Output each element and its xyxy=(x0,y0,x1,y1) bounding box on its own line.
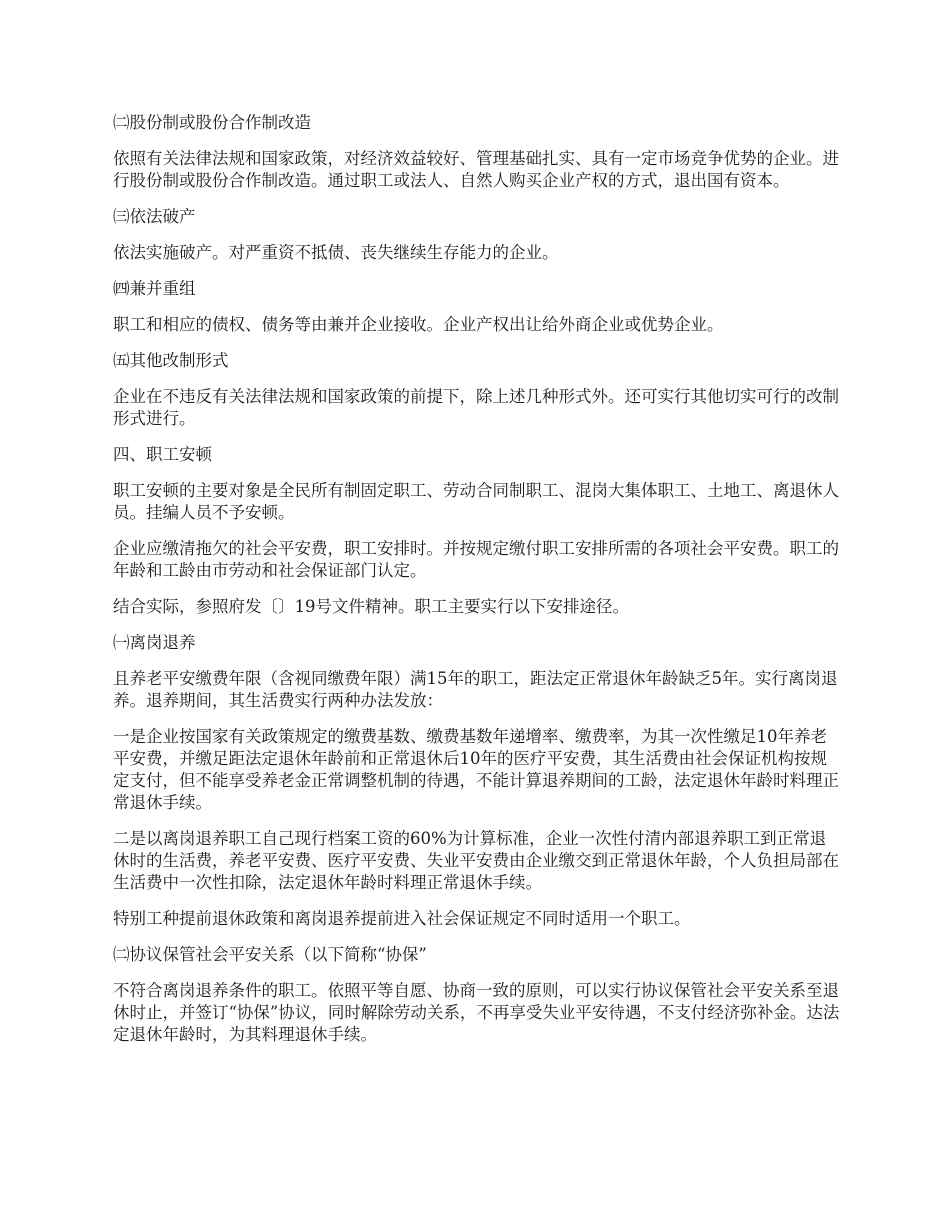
section-heading-worker-placement: 四、职工安顿 xyxy=(113,445,212,464)
paragraph-other-forms: 企业在不违反有关法律法规和国家政策的前提下，除上述几种形式外。还可实行其他切实可行的改制形式进行。 xyxy=(113,387,839,428)
paragraph-social-insurance-arrears: 企业应缴清拖欠的社会平安费，职工安排时。并按规定缴付职工安排所需的各项社会平安费。职工的年龄和工龄由市劳动和社会保证部门认定。 xyxy=(113,539,839,580)
section-heading-bankruptcy: ㈢依法破产 xyxy=(113,207,196,226)
section-heading-agreement-custody: ㈡协议保管社会平安关系（以下简称“协保” xyxy=(113,945,427,964)
section-heading-shareholding-reform: ㈡股份制或股份合作制改造 xyxy=(113,113,311,132)
paragraph-placement-approach: 结合实际，参照府发〔〕19号文件精神。职工主要实行以下安排途径。 xyxy=(113,597,629,616)
paragraph-shareholding-reform: 依照有关法律法规和国家政策，对经济效益较好、管理基础扎实、具有一定市场竞争优势的企业。进行股份制或股份合作制改造。通过职工或法人、自然人购买企业产权的方式，退出国有资本。 xyxy=(113,149,839,190)
paragraph-special-work-type: 特别工种提前退休政策和离岗退养提前进入社会保证规定不同时适用一个职工。 xyxy=(113,909,691,928)
section-heading-other-forms: ㈤其他改制形式 xyxy=(113,351,229,370)
paragraph-early-retirement-criteria: 且养老平安缴费年限（含视同缴费年限）满15年的职工，距法定正常退休年龄缺乏5年。实行离岗退养。退养期间，其生活费实行两种办法发放： xyxy=(113,669,838,710)
paragraph-placement-targets: 职工安顿的主要对象是全民所有制固定职工、劳动合同制职工、混岗大集体职工、土地工、离退休人员。挂编人员不予安顿。 xyxy=(113,481,839,522)
section-heading-early-retirement: ㈠离岗退养 xyxy=(113,633,196,652)
paragraph-method-one: 一是企业按国家有关政策规定的缴费基数、缴费基数年递增率、缴费率，为其一次性缴足10年养老平安费，并缴足距法定退休年龄前和正常退休后10年的医疗平安费，其生活费由社会保证机构按规定支付，但不能享受养老金正常调整机制的待遇，不能计算退养期间的工龄，法定退休年龄时料理正常退休手续。 xyxy=(113,727,839,812)
paragraph-agreement-custody: 不符合离岗退养条件的职工。依照平等自愿、协商一致的原则，可以实行协议保管社会平安关系至退休时止，并签订“协保”协议，同时解除劳动关系，不再享受失业平安待遇，不支付经济弥补金。达法定退休年龄时，为其料理退休手续。 xyxy=(113,981,840,1044)
paragraph-merger: 职工和相应的债权、债务等由兼并企业接收。企业产权出让给外商企业或优势企业。 xyxy=(113,315,724,334)
paragraph-bankruptcy: 依法实施破产。对严重资不抵债、丧失继续生存能力的企业。 xyxy=(113,243,559,262)
paragraph-method-two: 二是以离岗退养职工自己现行档案工资的60%为计算标准，企业一次性付清内部退养职工到正常退休时的生活费，养老平安费、医疗平安费、失业平安费由企业缴交到正常退休年龄，个人负担局部在生活费中一次性扣除，法定退休年龄时料理正常退休手续。 xyxy=(113,829,839,892)
section-heading-merger: ㈣兼并重组 xyxy=(113,279,196,298)
